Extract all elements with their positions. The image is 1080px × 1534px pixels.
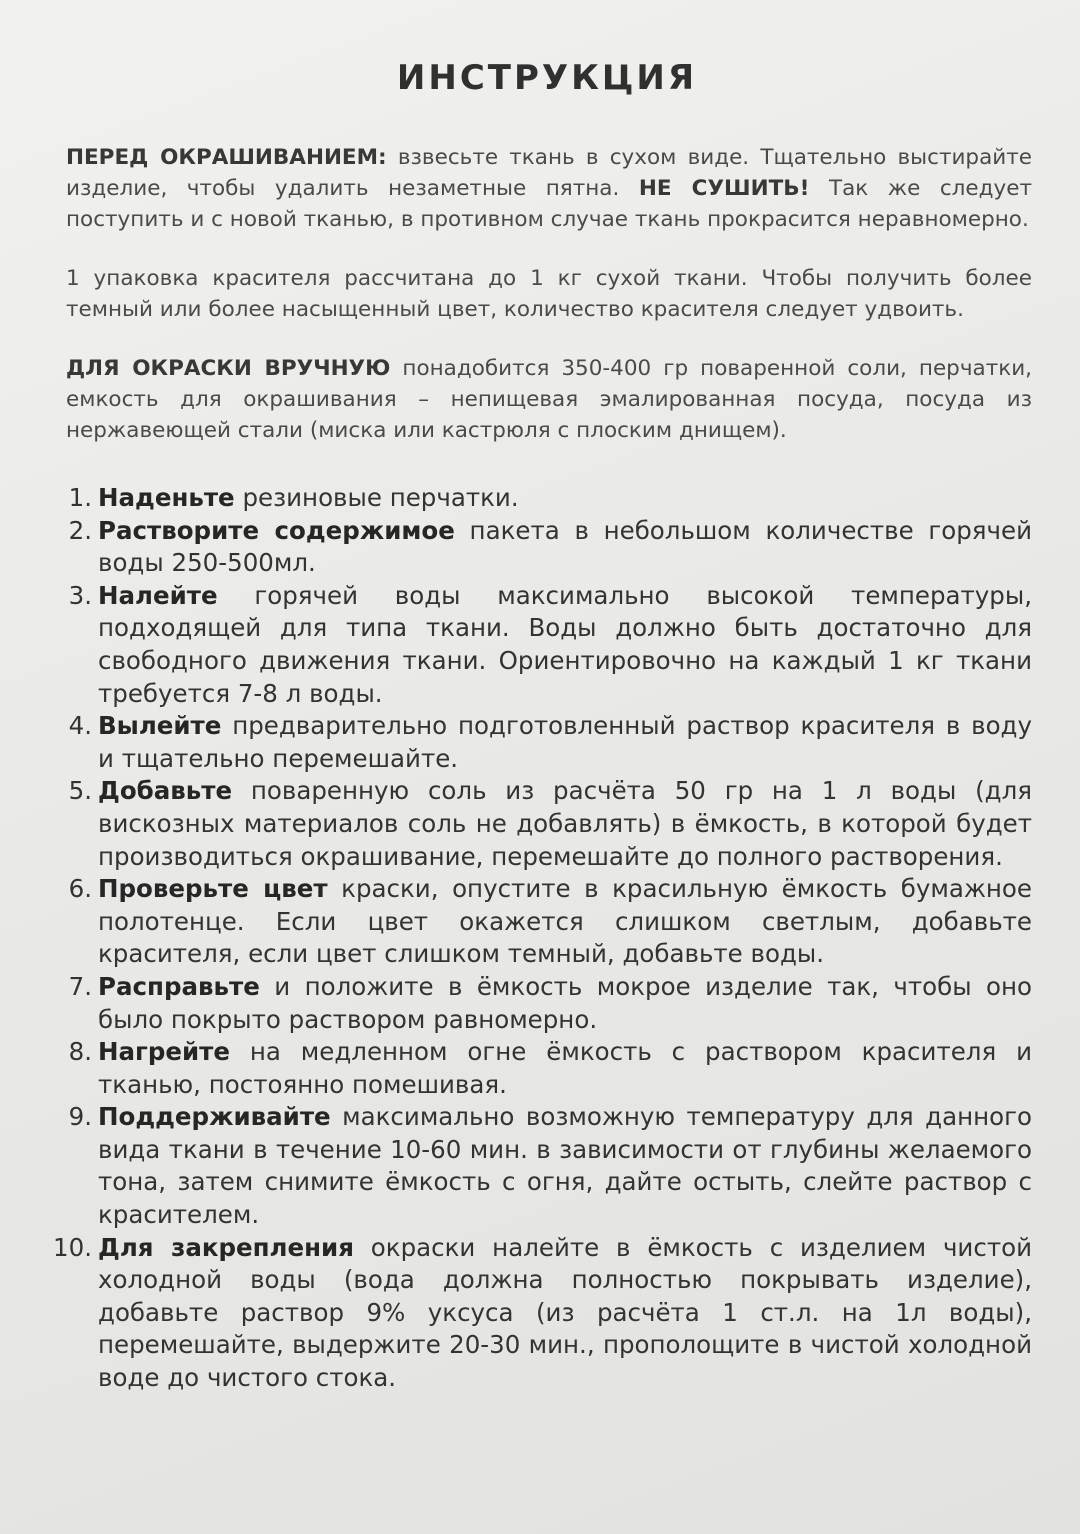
step-text: на медленном огне ёмкость с раствором красителя и тканью, постоянно помешивая.	[98, 1037, 1032, 1099]
steps-list	[53, 482, 1032, 1395]
step-keyword: Добавьте	[98, 776, 233, 806]
intro-tail: Так же следует поступить и с новой тканью, в противном случае ткань прокрасится неравномерно.	[66, 176, 1032, 232]
step-keyword: Поддерживайте	[98, 1102, 331, 1132]
step-number: 6.	[68, 874, 92, 904]
step-keyword: Проверьте цвет	[98, 874, 328, 904]
step-number: 9.	[68, 1102, 92, 1132]
intro-lead: ДЛЯ ОКРАСКИ ВРУЧНУЮ	[66, 356, 391, 381]
intro-text: понадобится 350-400 гр поваренной соли, перчатки, емкость для окрашивания – непищевая эмалированная посуда, посуда из нержавеющей стали (миска или кастрюля с плоским днищем).	[66, 356, 1033, 443]
step-item	[62, 580, 1032, 710]
intro-text: взвесьте ткань в сухом виде. Тщательно выстирайте изделие, чтобы удалить незаметные пятна.	[66, 145, 1032, 201]
step-text: поваренную соль из расчёта 50 гр на 1 л воды (для вискозных материалов соль не добавлять) в ёмкость, в которой будет производиться окрашивание, перемешайте до полного растворения.	[98, 776, 1032, 871]
intro-lead: ПЕРЕД ОКРАШИВАНИЕМ:	[66, 145, 387, 170]
step-keyword: Наденьте	[98, 483, 235, 512]
step-keyword: Растворите содержимое	[98, 515, 455, 545]
step-text: предварительно подготовленный раствор красителя в воду и тщательно перемешайте.	[98, 711, 1032, 773]
intro-paragraph-before-dyeing	[66, 142, 1032, 235]
step-number: 4.	[68, 711, 92, 741]
step-text: и положите в ёмкость мокрое изделие так, чтобы оно было покрыто раствором равномерно.	[98, 971, 1032, 1034]
step-item	[62, 710, 1032, 775]
step-number: 1.	[68, 483, 92, 512]
intro-paragraph-manual-dyeing	[66, 353, 1032, 446]
step-number: 3.	[68, 580, 92, 610]
step-text: максимально возможную температуру для данного вида ткани в течение 10-60 мин. в зависимости от глубины желаемого тона, затем снимите ёмкость с огня, дайте остыть, слейте раствор с красителем.	[98, 1102, 1032, 1230]
step-text: резиновые перчатки.	[234, 483, 519, 512]
step-item	[62, 971, 1032, 1036]
step-item	[62, 482, 1032, 515]
step-keyword: Налейте	[98, 580, 218, 610]
step-keyword: Расправьте	[98, 971, 260, 1001]
intro-emphasis: НЕ СУШИТЬ!	[638, 176, 810, 201]
step-text: пакета в небольшом количестве горячей воды 250-500мл.	[98, 515, 1032, 578]
step-item	[62, 775, 1032, 873]
step-item	[53, 1232, 1032, 1395]
step-number: 10.	[53, 1232, 92, 1262]
step-number: 7.	[68, 971, 92, 1001]
step-keyword: Для закрепления	[98, 1232, 354, 1262]
intro-paragraph-package	[66, 263, 1032, 325]
step-number: 5.	[68, 776, 92, 806]
document-title: ИНСТРУКЦИЯ	[396, 58, 698, 98]
step-item	[62, 1036, 1032, 1101]
step-number: 2.	[68, 515, 92, 545]
step-text: краски, опустите в красильную ёмкость бумажное полотенце. Если цвет окажется слишком светлым, добавьте красителя, если цвет слишком темный, добавьте воды.	[98, 874, 1032, 969]
step-text: окраски налейте в ёмкость с изделием чистой холодной воды (вода должна полностью покрывать изделие), добавьте раствор 9% уксуса (из расчёта 1 ст.л. на 1л воды), перемешайте, выдержите 20-30 мин., прополощите в чистой холодной воде до чистого стока.	[98, 1232, 1032, 1393]
step-keyword: Нагрейте	[98, 1037, 230, 1067]
intro-text: 1 упаковка красителя рассчитана до 1 кг сухой ткани. Чтобы получить более темный или более насыщенный цвет, количество красителя следует удвоить.	[66, 266, 1032, 322]
step-number: 8.	[68, 1037, 92, 1067]
step-text: горячей воды максимально высокой температуры, подходящей для типа ткани. Воды должно быть достаточно для свободного движения ткани. Ориентировочно на каждый 1 кг ткани требуется 7-8 л воды.	[98, 580, 1032, 708]
step-keyword: Вылейте	[98, 711, 222, 741]
step-item	[62, 515, 1032, 580]
step-item	[62, 873, 1032, 971]
step-item	[62, 1101, 1032, 1231]
